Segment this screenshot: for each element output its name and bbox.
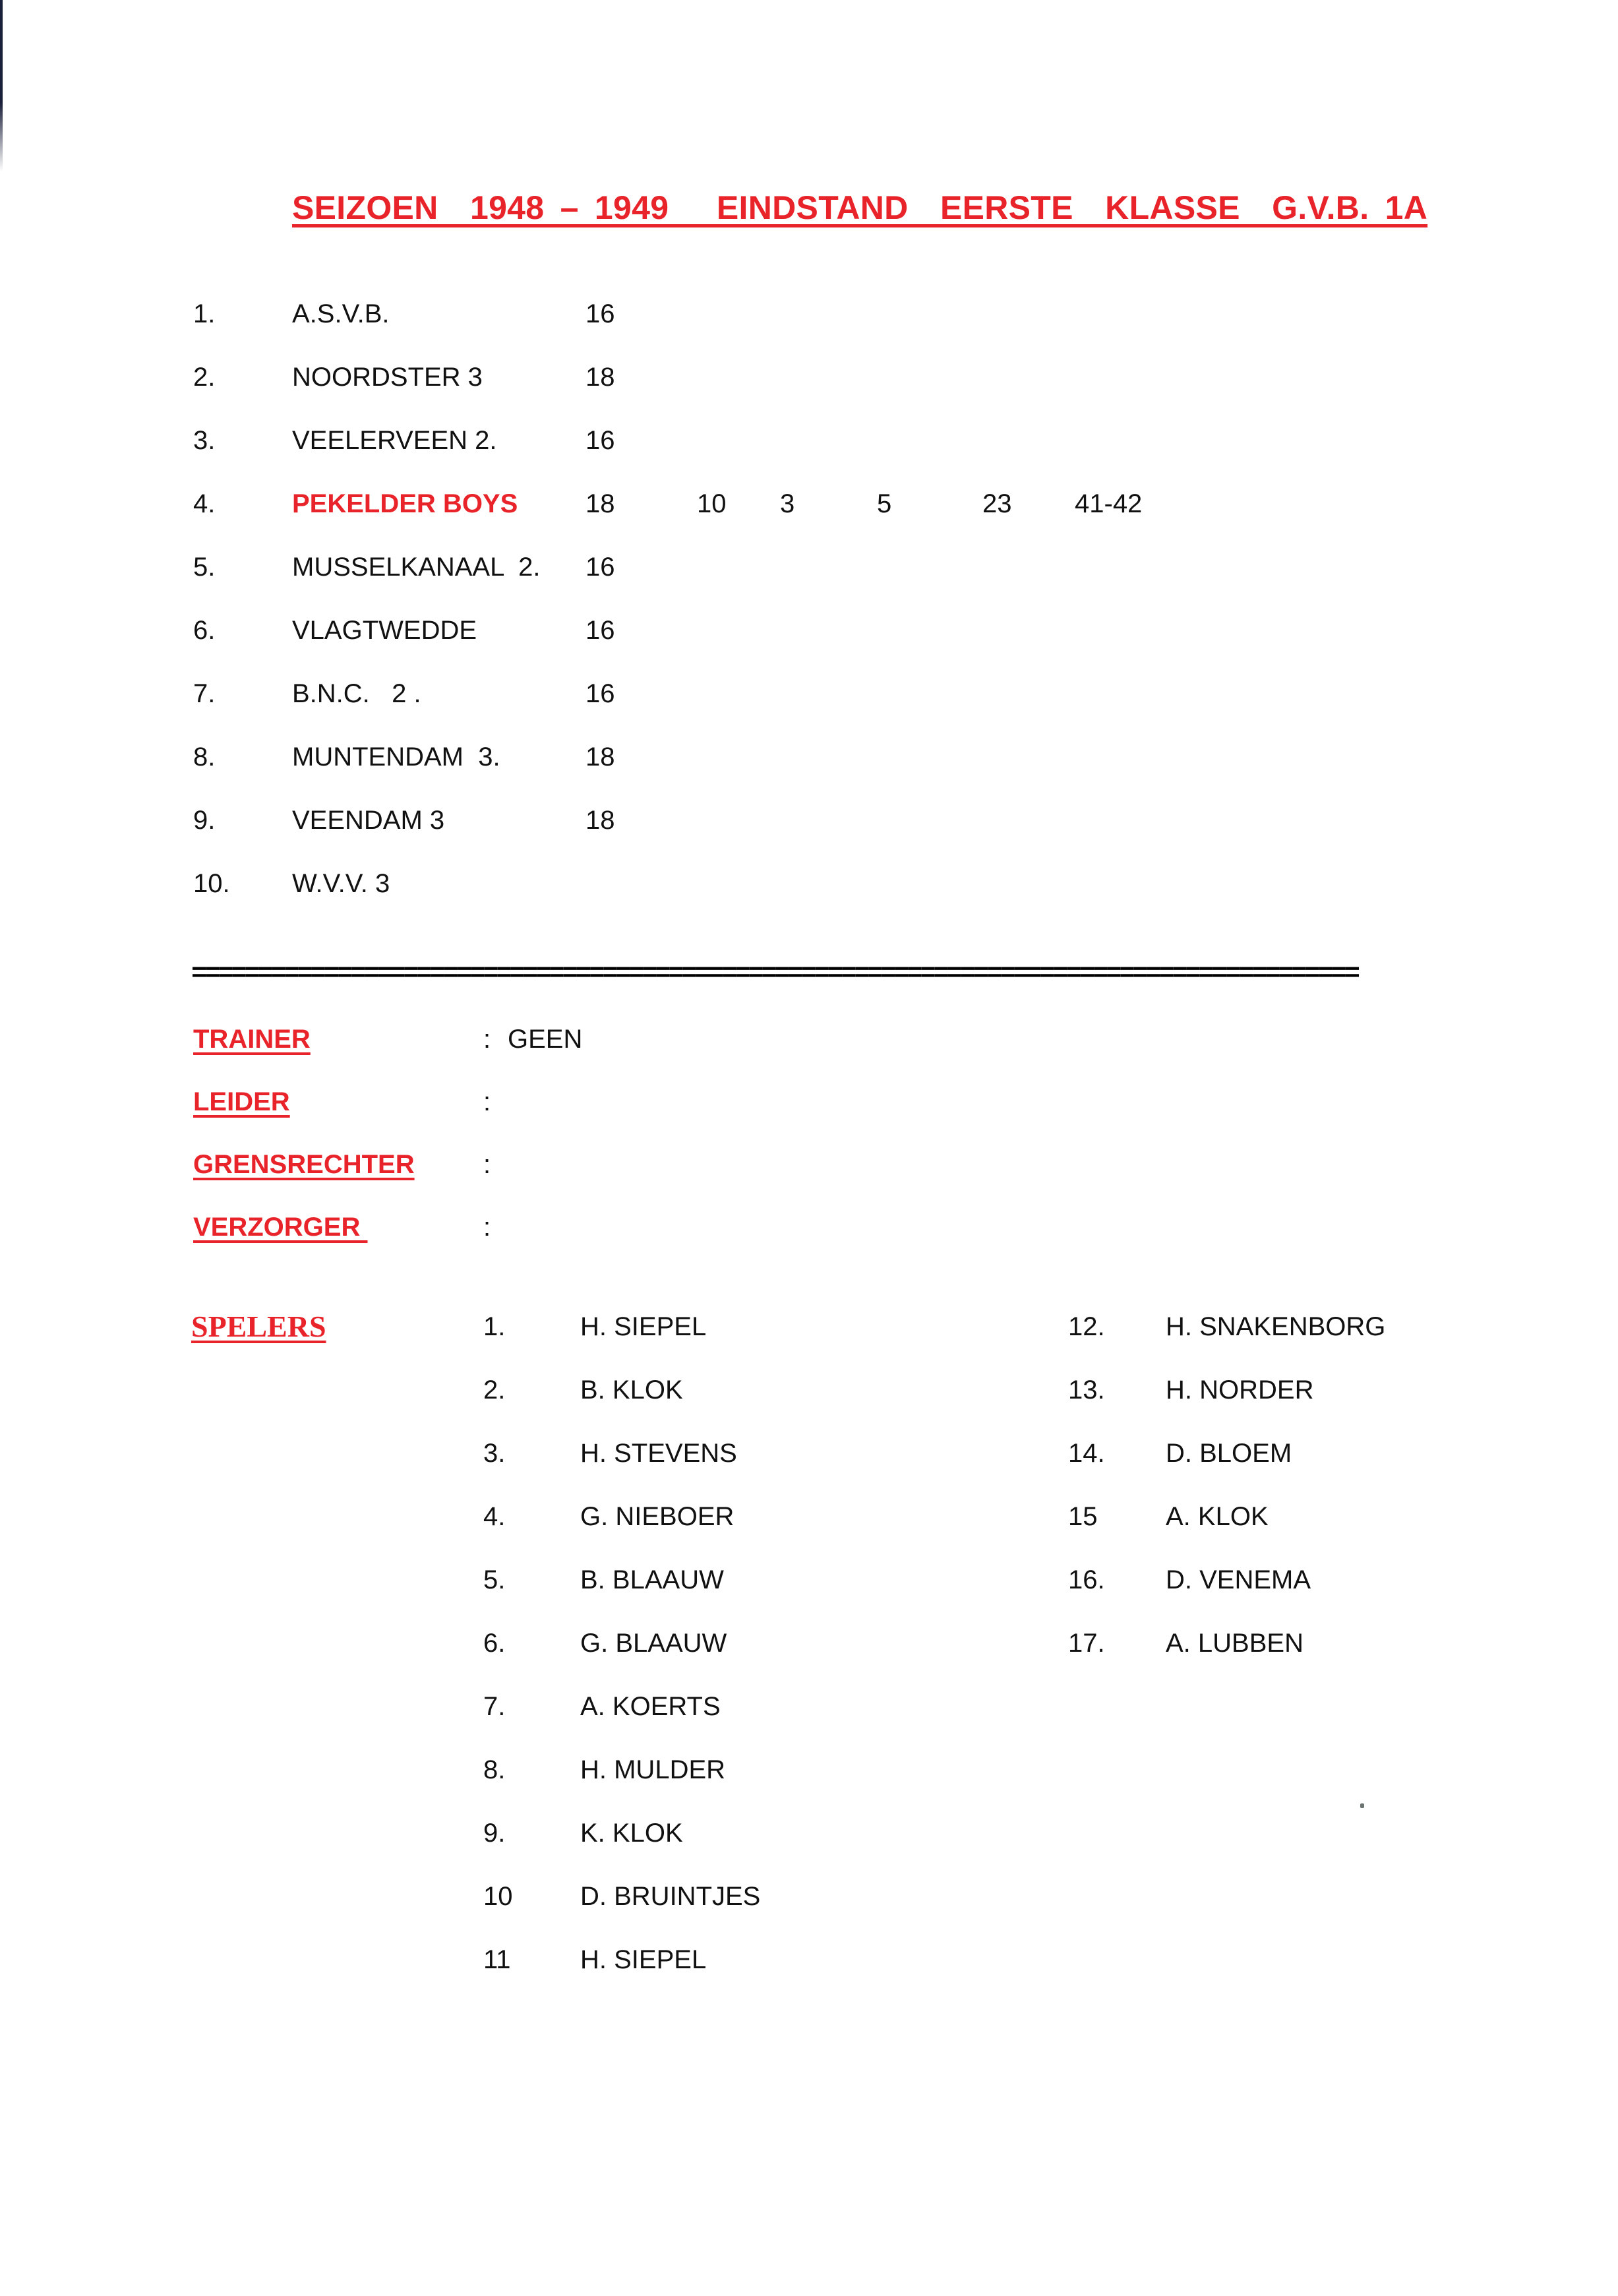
standing-played: 16 xyxy=(585,426,615,455)
standing-played: 16 xyxy=(585,616,615,645)
separator-line: ======================================================================================== xyxy=(191,965,1358,984)
staff-colon: : xyxy=(483,1087,491,1116)
standing-position: 6. xyxy=(193,616,216,645)
player-number: 7. xyxy=(483,1692,506,1721)
standing-played: 18 xyxy=(585,489,615,518)
player-number: 14. xyxy=(1068,1439,1105,1468)
player-number: 9. xyxy=(483,1819,506,1848)
standing-team: VEELERVEEN 2. xyxy=(292,426,497,455)
standing-points: 23 xyxy=(982,489,1012,518)
staff-label: VERZORGER xyxy=(193,1213,368,1242)
player-number: 12. xyxy=(1068,1312,1105,1341)
standing-position: 7. xyxy=(193,679,216,708)
standing-team: VLAGTWEDDE xyxy=(292,616,477,645)
player-number: 17. xyxy=(1068,1629,1105,1658)
standing-position: 2. xyxy=(193,363,216,392)
staff-label: GRENSRECHTER xyxy=(193,1150,415,1179)
standing-played: 18 xyxy=(585,806,615,835)
player-name: H. MULDER xyxy=(580,1755,726,1784)
player-number: 13. xyxy=(1068,1375,1105,1405)
player-number: 8. xyxy=(483,1755,506,1784)
standing-lost: 5 xyxy=(877,489,892,518)
player-number: 4. xyxy=(483,1502,506,1531)
staff-value: GEEN xyxy=(508,1025,583,1054)
standing-drawn: 3 xyxy=(780,489,795,518)
standing-team: B.N.C. 2 . xyxy=(292,679,421,708)
player-number: 3. xyxy=(483,1439,506,1468)
staff-label: LEIDER xyxy=(193,1087,290,1116)
standing-played: 16 xyxy=(585,299,615,328)
player-name: G. BLAAUW xyxy=(580,1629,727,1658)
staff-colon: : xyxy=(483,1025,491,1054)
page-title: SEIZOEN 1948 – 1949 EINDSTAND EERSTE KLASSE G.V.B. 1A xyxy=(292,189,1428,226)
player-number: 1. xyxy=(483,1312,506,1341)
player-number: 5. xyxy=(483,1565,506,1594)
scan-edge-border xyxy=(0,0,3,171)
standing-played: 18 xyxy=(585,363,615,392)
standing-team: A.S.V.B. xyxy=(292,299,390,328)
standing-team: MUSSELKANAAL 2. xyxy=(292,553,541,582)
standing-position: 1. xyxy=(193,299,216,328)
standing-team: MUNTENDAM 3. xyxy=(292,742,500,771)
staff-colon: : xyxy=(483,1213,491,1242)
standing-position: 10. xyxy=(193,869,230,898)
player-number: 16. xyxy=(1068,1565,1105,1594)
player-name: B. KLOK xyxy=(580,1375,683,1405)
standing-team: NOORDSTER 3 xyxy=(292,363,483,392)
standing-won: 10 xyxy=(697,489,727,518)
staff-label: TRAINER xyxy=(193,1025,311,1054)
player-number: 15 xyxy=(1068,1502,1098,1531)
player-name: A. KLOK xyxy=(1166,1502,1269,1531)
staff-colon: : xyxy=(483,1150,491,1179)
player-name: A. KOERTS xyxy=(580,1692,721,1721)
player-number: 11 xyxy=(483,1945,511,1974)
player-name: A. LUBBEN xyxy=(1166,1629,1303,1658)
player-name: D. BRUINTJES xyxy=(580,1882,761,1911)
player-name: H. NORDER xyxy=(1166,1375,1314,1405)
player-name: H. SNAKENBORG xyxy=(1166,1312,1386,1341)
player-name: D. BLOEM xyxy=(1166,1439,1292,1468)
standing-team: VEENDAM 3 xyxy=(292,806,445,835)
standing-played: 18 xyxy=(585,742,615,771)
standing-team: PEKELDER BOYS xyxy=(292,489,518,518)
standing-position: 8. xyxy=(193,742,216,771)
player-name: B. BLAAUW xyxy=(580,1565,724,1594)
player-name: K. KLOK xyxy=(580,1819,683,1848)
player-number: 2. xyxy=(483,1375,506,1405)
player-name: G. NIEBOER xyxy=(580,1502,734,1531)
standing-position: 9. xyxy=(193,806,216,835)
player-name: H. STEVENS xyxy=(580,1439,737,1468)
scan-speck xyxy=(1360,1803,1364,1808)
standing-played: 16 xyxy=(585,679,615,708)
player-name: D. VENEMA xyxy=(1166,1565,1311,1594)
standing-goals: 41-42 xyxy=(1075,489,1143,518)
standing-team: W.V.V. 3 xyxy=(292,869,390,898)
standing-position: 3. xyxy=(193,426,216,455)
standing-position: 5. xyxy=(193,553,216,582)
players-label: SPELERS xyxy=(191,1310,326,1343)
player-number: 10 xyxy=(483,1882,513,1911)
player-number: 6. xyxy=(483,1629,506,1658)
player-name: H. SIEPEL xyxy=(580,1945,707,1974)
player-name: H. SIEPEL xyxy=(580,1312,707,1341)
standing-position: 4. xyxy=(193,489,216,518)
standing-played: 16 xyxy=(585,553,615,582)
